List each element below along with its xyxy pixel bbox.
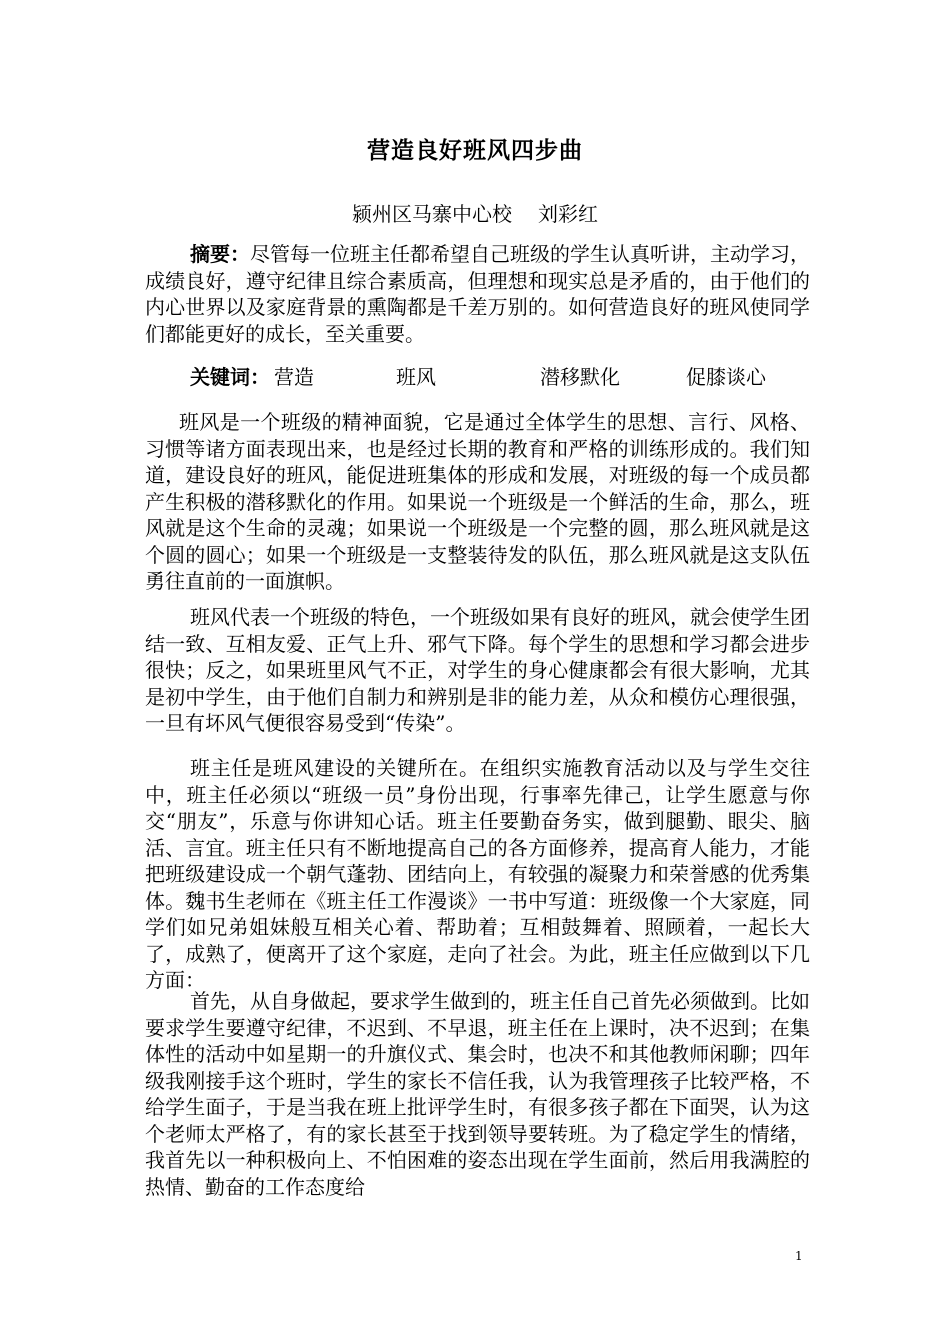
body-paragraph: 班主任是班风建设的关键所在。在组织实施教育活动以及与学生交往中，班主任必须以“班级一员”身份出现，行事率先律己，让学生愿意与你交“朋友”，乐意与你讲知心话。班主任要勤奋务实，做到腿勤、眼尖、脑活、言宜。班主任只有不断地提高自己的各方面修养，提高育人能力，才能把班级建设成一个朝气蓬勃、团结向上，有较强的凝聚力和荣誉感的优秀集体。魏书生老师在《班主任工作漫谈》一书中写道：班级像一个大家庭，同学们如兄弟姐妹般互相关心着、帮助着；互相鼓舞着、照顾着，一起长大了，成熟了，便离开了这个家庭，走向了社会。为此，班主任应做到以下几方面： xyxy=(145,756,810,992)
document-title: 营造良好班风四步曲 xyxy=(367,137,583,164)
keyword: 班风 xyxy=(396,365,436,389)
abstract-label: 摘要： xyxy=(190,242,250,266)
page-number: 1 xyxy=(795,1249,803,1263)
body-paragraph: 首先，从自身做起，要求学生做到的，班主任自己首先必须做到。比如要求学生要遵守纪律，不迟到、不早退，班主任在上课时，决不迟到；在集体性的活动中如星期一的升旗仪式、集会时，也决不和其他教师闲聊；四年级我刚接手这个班时，学生的家长不信任我，认为我管理孩子比较严格，不给学生面子，于是当我在班上批评学生时，有很多孩子都在下面哭，认为这个老师太严格了，有的家长甚至于找到领导要转班。为了稳定学生的情绪，我首先以一种积极向上、不怕困难的姿态出现在学生面前，然后用我满腔的热情、勤奋的工作态度给 xyxy=(145,989,810,1199)
keyword: 潜移默化 xyxy=(540,365,620,389)
abstract-paragraph xyxy=(145,241,810,347)
keyword: 促膝谈心 xyxy=(686,365,766,389)
author-name: 刘彩红 xyxy=(538,202,598,226)
abstract-text: 尽管每一位班主任都希望自己班级的学生认真听讲，主动学习，成绩良好，遵守纪律且综合素质高，但理想和现实总是矛盾的，由于他们的内心世界以及家庭背景的熏陶都是千差万别的。如何营造良好的班风使同学们都能更好的成长，至关重要。 xyxy=(145,242,810,346)
author-organization: 颍州区马寨中心校 xyxy=(352,202,512,226)
keywords-label: 关键词： xyxy=(190,365,270,389)
body-paragraph: 班风代表一个班级的特色，一个班级如果有良好的班风，就会使学生团结一致、互相友爱、正气上升、邪气下降。每个学生的思想和学习都会进步很快；反之，如果班里风气不正，对学生的身心健康都会有很大影响，尤其是初中学生，由于他们自制力和辨别是非的能力差，从众和模仿心理很强，一旦有坏风气便很容易受到“传染”。 xyxy=(145,605,810,735)
author-line xyxy=(0,198,950,227)
body-paragraph: 班风是一个班级的精神面貌，它是通过全体学生的思想、言行、风格、习惯等诸方面表现出来，也是经过长期的教育和严格的训练形成的。我们知道，建设良好的班风，能促进班集体的形成和发展，对班级的每一个成员都产生积极的潜移默化的作用。如果说一个班级是一个鲜活的生命，那么，班风就是这个生命的灵魂；如果说一个班级是一个完整的圆，那么班风就是这个圆的圆心；如果一个班级是一支整装待发的队伍，那么班风就是这支队伍勇往直前的一面旗帜。 xyxy=(145,410,810,593)
keyword: 营造 xyxy=(274,365,314,389)
keywords-line xyxy=(190,364,766,391)
